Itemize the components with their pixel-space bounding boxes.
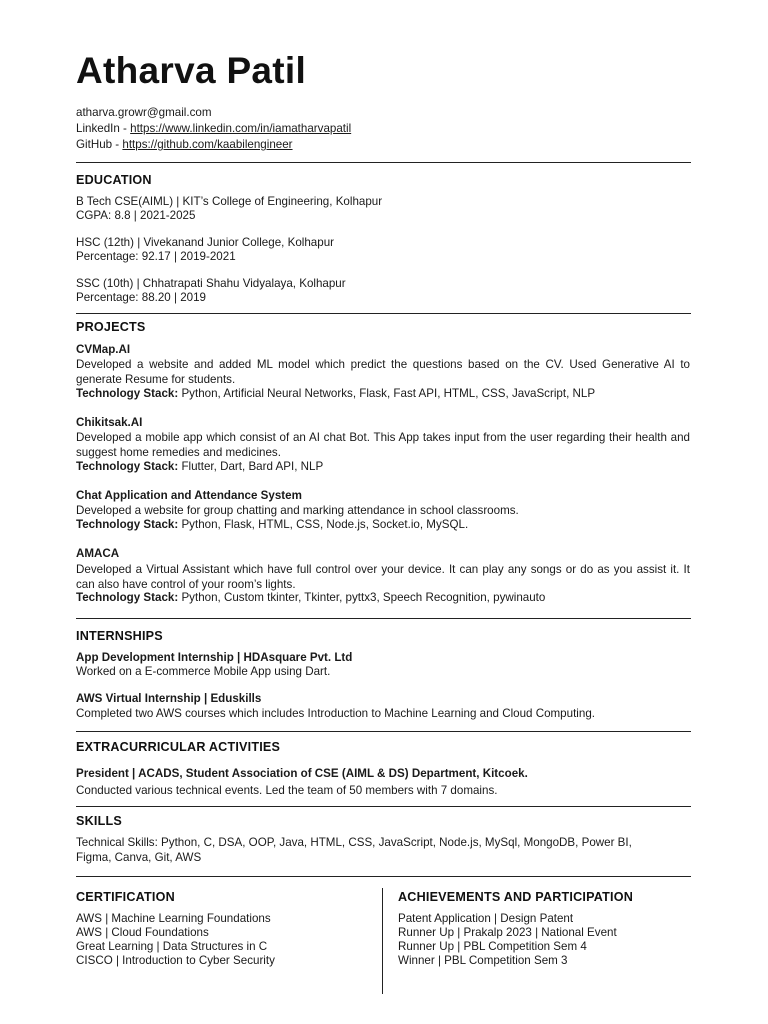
github-link[interactable]: https://github.com/kaabilengineer xyxy=(122,138,293,151)
extracurricular-description: Conducted various technical events. Led the team of 50 members with 7 domains. xyxy=(76,784,498,797)
achievement-item: Patent Application | Design Patent xyxy=(398,912,574,925)
skills-line: Technical Skills: Python, C, DSA, OOP, Java, HTML, CSS, JavaScript, Node.js, MySql, MongoDB, Power BI, xyxy=(76,836,632,849)
skills-heading: SKILLS xyxy=(76,814,122,828)
stack-value: Python, Artificial Neural Networks, Flask, Fast API, HTML, CSS, JavaScript, NLP xyxy=(178,387,596,400)
divider xyxy=(76,313,691,314)
project-description: Developed a website and added ML model which predict the questions based on the CV. Used Generative AI to generate Resume for students. xyxy=(76,358,690,386)
stack-label: Technology Stack: xyxy=(76,518,179,531)
certification-heading: CERTIFICATION xyxy=(76,890,175,904)
candidate-name: Atharva Patil xyxy=(76,50,307,91)
education-entry-3-line2: Percentage: 88.20 | 2019 xyxy=(76,291,206,304)
divider xyxy=(76,806,691,807)
project-description: Developed a Virtual Assistant which have full control over your device. It can play any songs or do as you assist it. It can also have control of your room’s lights. xyxy=(76,563,690,591)
certification-item: AWS | Machine Learning Foundations xyxy=(76,912,271,925)
project-title: Chikitsak.AI xyxy=(76,416,143,429)
email-line: atharva.growr@gmail.com xyxy=(76,106,212,119)
divider xyxy=(76,162,691,163)
divider xyxy=(76,876,691,877)
education-entry-1-line1: B Tech CSE(AIML) | KIT’s College of Engineering, Kolhapur xyxy=(76,195,383,208)
achievements-heading: ACHIEVEMENTS AND PARTICIPATION xyxy=(398,890,634,904)
linkedin-label: LinkedIn - xyxy=(76,122,131,135)
certification-item: Great Learning | Data Structures in C xyxy=(76,940,268,953)
education-entry-2-line1: HSC (12th) | Vivekanand Junior College, Kolhapur xyxy=(76,236,335,249)
internship-title: App Development Internship | HDAsquare Pvt. Ltd xyxy=(76,651,353,664)
stack-label: Technology Stack: xyxy=(76,591,179,604)
extracurricular-heading: EXTRACURRICULAR ACTIVITIES xyxy=(76,740,281,754)
project-title: Chat Application and Attendance System xyxy=(76,489,302,502)
internships-heading: INTERNSHIPS xyxy=(76,629,163,643)
education-entry-2-line2: Percentage: 92.17 | 2019-2021 xyxy=(76,250,236,263)
projects-heading: PROJECTS xyxy=(76,320,146,334)
github-line xyxy=(76,138,293,152)
stack-value: Flutter, Dart, Bard API, NLP xyxy=(178,460,324,473)
column-divider xyxy=(382,888,383,994)
stack-value: Python, Flask, HTML, CSS, Node.js, Socket.io, MySQL. xyxy=(178,518,469,531)
certification-item: CISCO | Introduction to Cyber Security xyxy=(76,954,275,967)
divider xyxy=(76,618,691,619)
project-title: CVMap.AI xyxy=(76,343,131,356)
internship-title: AWS Virtual Internship | Eduskills xyxy=(76,692,262,705)
project-stack xyxy=(76,387,595,401)
certification-item: AWS | Cloud Foundations xyxy=(76,926,209,939)
project-title: AMACA xyxy=(76,547,120,560)
achievement-item: Runner Up | Prakalp 2023 | National Event xyxy=(398,926,617,939)
project-stack xyxy=(76,518,468,532)
project-description: Developed a mobile app which consist of an AI chat Bot. This App takes input from the user regarding their health and suggest home remedies and medicines. xyxy=(76,431,690,459)
education-heading: EDUCATION xyxy=(76,173,152,187)
achievement-item: Runner Up | PBL Competition Sem 4 xyxy=(398,940,587,953)
education-entry-3-line1: SSC (10th) | Chhatrapati Shahu Vidyalaya, Kolhapur xyxy=(76,277,346,290)
extracurricular-title: President | ACADS, Student Association of CSE (AIML & DS) Department, Kitcoek. xyxy=(76,767,528,780)
github-label: GitHub - xyxy=(76,138,123,151)
achievement-item: Winner | PBL Competition Sem 3 xyxy=(398,954,568,967)
project-stack xyxy=(76,591,545,605)
linkedin-line xyxy=(76,122,351,136)
divider xyxy=(76,731,691,732)
internship-description: Worked on a E-commerce Mobile App using Dart. xyxy=(76,665,331,678)
linkedin-link[interactable]: https://www.linkedin.com/in/iamatharvapatil xyxy=(130,122,352,135)
project-stack xyxy=(76,460,323,474)
stack-label: Technology Stack: xyxy=(76,460,179,473)
skills-line: Figma, Canva, Git, AWS xyxy=(76,851,202,864)
stack-label: Technology Stack: xyxy=(76,387,179,400)
internship-description: Completed two AWS courses which includes Introduction to Machine Learning and Cloud Computing. xyxy=(76,707,595,720)
education-entry-1-line2: CGPA: 8.8 | 2021-2025 xyxy=(76,209,196,222)
project-description: Developed a website for group chatting and marking attendance in school classrooms. xyxy=(76,504,519,517)
stack-value: Python, Custom tkinter, Tkinter, pyttx3, Speech Recognition, pywinauto xyxy=(178,591,546,604)
